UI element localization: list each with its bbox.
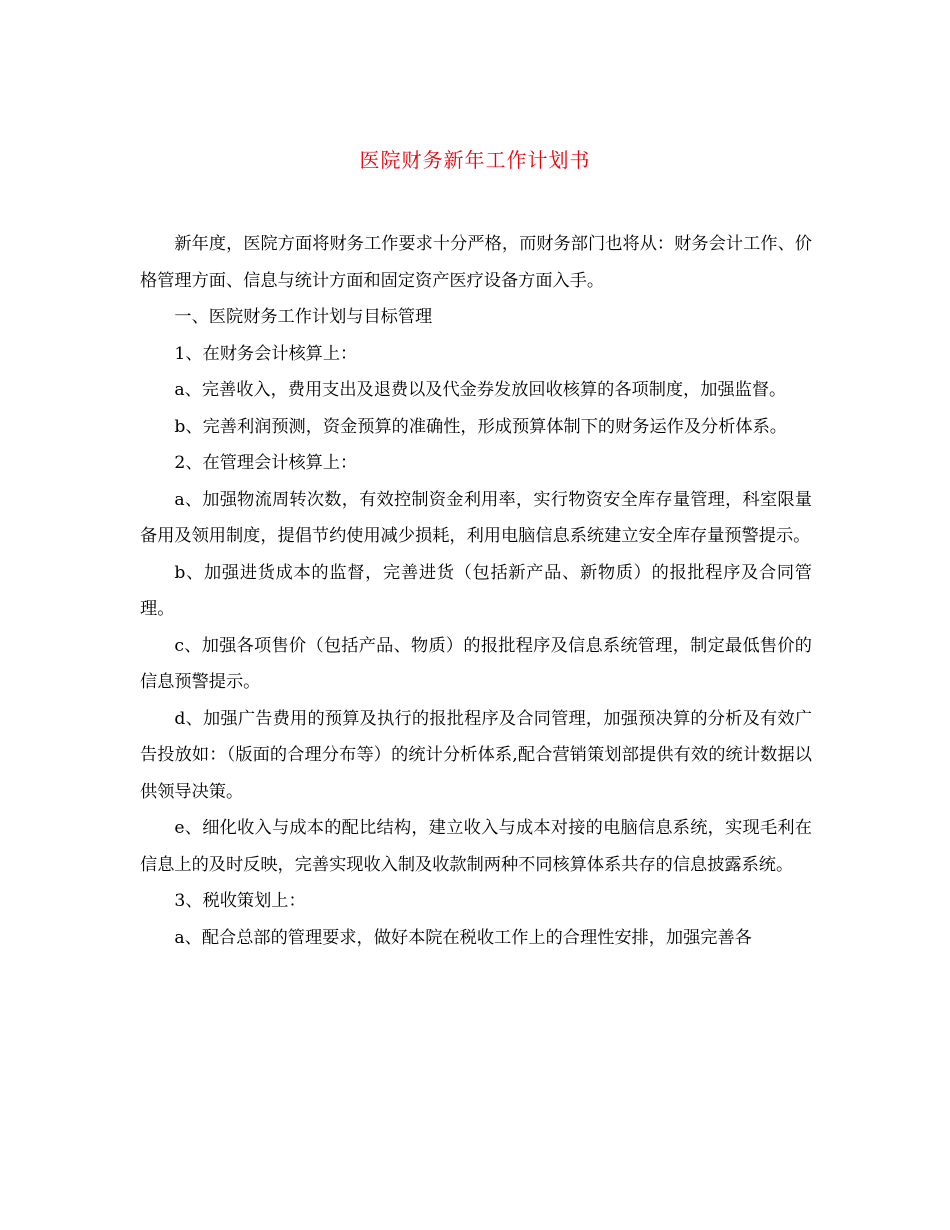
section-heading-1: 一、医院财务工作计划与目标管理 bbox=[174, 307, 433, 327]
subsection-heading-1: 1、在财务会计核算上： bbox=[174, 343, 358, 364]
list-item-1b: b、完善利润预测，资金预算的准确性，形成预算体制下的财务运作及分析体系。 bbox=[174, 416, 787, 437]
list-item-2a: a、加强物流周转次数，有效控制资金利用率，实行物资安全库存量管理，科室限量备用及领用制度，提倡节约使用减少损耗，利用电脑信息系统建立安全库存量预警提示。 bbox=[140, 489, 812, 546]
paragraph-intro: 新年度，医院方面将财务工作要求十分严格，而财务部门也将从：财务会计工作、价格管理方面、信息与统计方面和固定资产医疗设备方面入手。 bbox=[140, 234, 812, 291]
list-item-3a: a、配合总部的管理要求，做好本院在税收工作上的合理性安排，加强完善各 bbox=[174, 927, 752, 948]
list-item-2d: d、加强广告费用的预算及执行的报批程序及合同管理，加强预决算的分析及有效广告投放如：（版面的合理分布等）的统计分析体系,配合营销策划部提供有效的统计数据以供领导决策。 bbox=[140, 708, 812, 802]
list-item-1a: a、完善收入，费用支出及退费以及代金券发放回收核算的各项制度，加强监督。 bbox=[174, 380, 787, 400]
document-body bbox=[140, 226, 812, 956]
list-item-2c: c、加强各项售价（包括产品、物质）的报批程序及信息系统管理，制定最低售价的信息预警提示。 bbox=[140, 635, 812, 692]
subsection-heading-3: 3、税收策划上： bbox=[174, 891, 306, 911]
subsection-heading-2: 2、在管理会计核算上： bbox=[174, 453, 358, 473]
list-item-2e: e、细化收入与成本的配比结构，建立收入与成本对接的电脑信息系统，实现毛利在信息上的及时反映，完善实现收入制及收款制两种不同核算体系共存的信息披露系统。 bbox=[140, 818, 812, 875]
list-item-2b: b、加强进货成本的监督，完善进货（包括新产品、新物质）的报批程序及合同管理。 bbox=[140, 562, 812, 619]
document-title: 医院财务新年工作计划书 bbox=[359, 148, 591, 172]
